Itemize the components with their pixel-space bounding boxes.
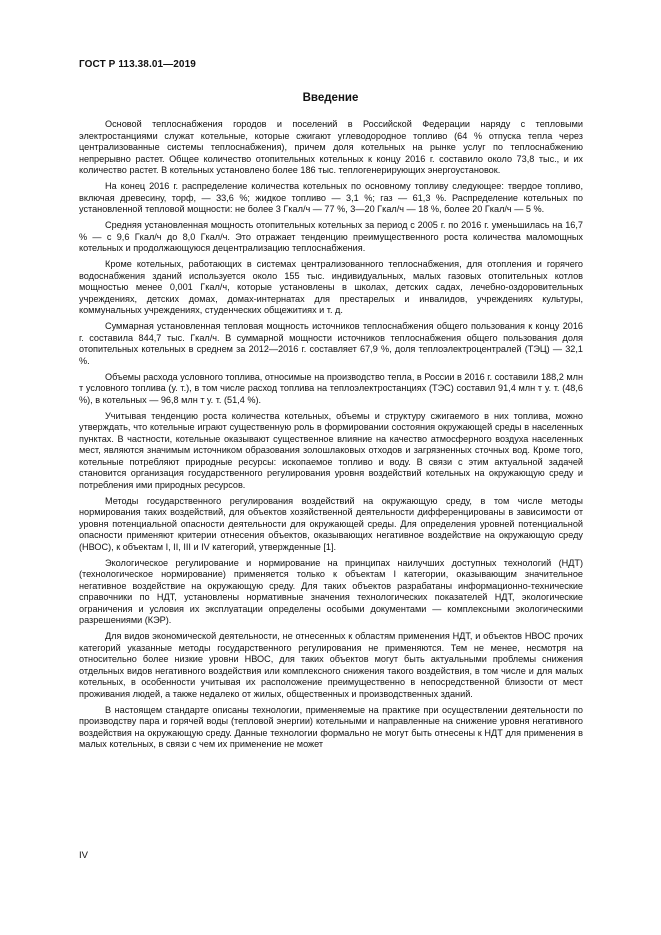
paragraph: Методы государственного регулирования воздействий на окружающую среду, в том числе методы нормирования таких воздействий, для объектов хозяйственной деятельности дифференцированы в зависимости от уровня потенциальной опасности деятельности для окружающей среды. Для определения уровней потенциальной опасности применяют критерии отнесения объектов, оказывающих негативное воздействие на окружающую среду (НВОС), к объектам I, II, III и IV категорий, утвержденные [1]. (79, 495, 583, 552)
paragraph: Экологическое регулирование и нормирование на принципах наилучших доступных технологий (НДТ) (технологическое нормирование) применяется только к объектам I категории, оказывающим значительное негативное воздействие на окружающую среду. Для таких объектов разрабатаны информационно-технические справочники по НДТ, установлены нормативные значения технологических показателей НДТ, экологические ограничения и условия их эксплуатации определены особыми документами — комплексными экологическими разрешениями (КЭР). (79, 557, 583, 625)
paragraph: В настоящем стандарте описаны технологии, применяемые на практике при осуществлении деятельности по производству пара и горячей воды (тепловой энергии) котельными и направленные на снижение уровня негативного воздействия на окружающую среду. Данные технологии формально не могут быть отнесены к НДТ для применения в малых котельных, в связи с чем их применение не может (79, 704, 583, 749)
paragraph: Средняя установленная мощность отопительных котельных за период с 2005 г. по 2016 г. уменьшилась на 16,7 % — с 9,6 Гкал/ч до 8,0 Гкал/ч. Это отражает тенденцию преимущественного роста количества маломощных котельных и продолжающуюся децентрализацию теплоснабжения. (79, 220, 583, 253)
paragraph: Учитывая тенденцию роста количества котельных, объемы и структуру сжигаемого в них топлива, можно утверждать, что котельные играют существенную роль в формировании состояния окружающей среды в населенных пунктах. В частности, котельные оказывают существенное влияние на качество атмосферного воздуха населенных мест, являются значимым источником образования золошлаковых отходов и загрязненных сточных вод. Кроме того, котельные потребляют природные ресурсы: ископаемое топливо и воду. В связи с этим актуальной задачей становится организация государственного регулирования уровня воздействий котельных на окружающую среду и потребления ими природных ресурсов. (79, 410, 583, 490)
section-title: Введение (302, 92, 359, 104)
body-text (79, 119, 583, 755)
paragraph: Основой теплоснабжения городов и поселений в Российской Федерации наряду с тепловыми электростанциями служат котельные, которые сжигают углеводородное топливо (64 % отпуска тепла через централизованные системы теплоснабжения), причем доля котельных на рынке услуг по теплоснабжению непрерывно растет. Общее количество отопительных котельных к концу 2016 г. составило около 73,8 тыс., и их количество растет. В котельных установлено более 186 тыс. теплогенерирующих энергоустановок. (79, 119, 583, 175)
paragraph: Кроме котельных, работающих в системах централизованного теплоснабжения, для отопления и горячего водоснабжения зданий используется около 155 тыс. индивидуальных, малых газовых отопительных котлов мощностью менее 0,001 Гкал/ч, которые установлены в школах, детских садах, лечебно-оздоровительных учреждениях, детских домах, домах-интернатах для престарелых и инвалидов, учреждениях культуры, коммунальных учреждениях, студенческих общежитиях и т. д. (79, 259, 583, 315)
paragraph: На конец 2016 г. распределение количества котельных по основному топливу следующее: твердое топливо, включая древесину, торф, — 33,6 %; жидкое топливо — 3,1 %; газ — 61,3 %. Распределение котельных по установленной тепловой мощности: не более 3 Гкал/ч — 77 %, 3—20 Гкал/ч — 18 %, более 20 Гкал/ч — 5 %. (79, 181, 583, 214)
paragraph: Суммарная установленная тепловая мощность источников теплоснабжения общего пользования к концу 2016 г. составила 844,7 тыс. Гкал/ч. В суммарной мощности источников теплоснабжения общего пользования доля отопительных котельных в среднем за 2012—2016 г. составляет 67,9 %, доля теплоэлектроцентралей (ТЭЦ) — 32,1 %. (79, 321, 583, 366)
document-header: ГОСТ Р 113.38.01—2019 (79, 59, 196, 70)
paragraph: Объемы расхода условного топлива, относимые на производство тепла, в России в 2016 г. составили 188,2 млн т условного топлива (у. т.), в том числе расход топлива на теплоэлектростанциях (ТЭС) составил 91,4 млн т у. т. (48,6 %), в котельных — 96,8 млн т у. т. (51,4 %). (79, 371, 583, 405)
paragraph: Для видов экономической деятельности, не отнесенных к областям применения НДТ, и объектов НВОС прочих категорий указанные методы государственного регулирования не применяются. Тем не менее, несмотря на относительно более низкие уровни НВОС, для таких объектов могут быть актуальными проблемы снижения отдельных видов негативного воздействия или комплексного снижения такого воздействия, в том числе и для малых котельных, в особенности учитывая их расположение преимущественно в непосредственной близости от мест проживания людей, а также недалеко от жилых, общественных и производственных зданий. (79, 631, 583, 699)
page-number: IV (79, 850, 88, 861)
